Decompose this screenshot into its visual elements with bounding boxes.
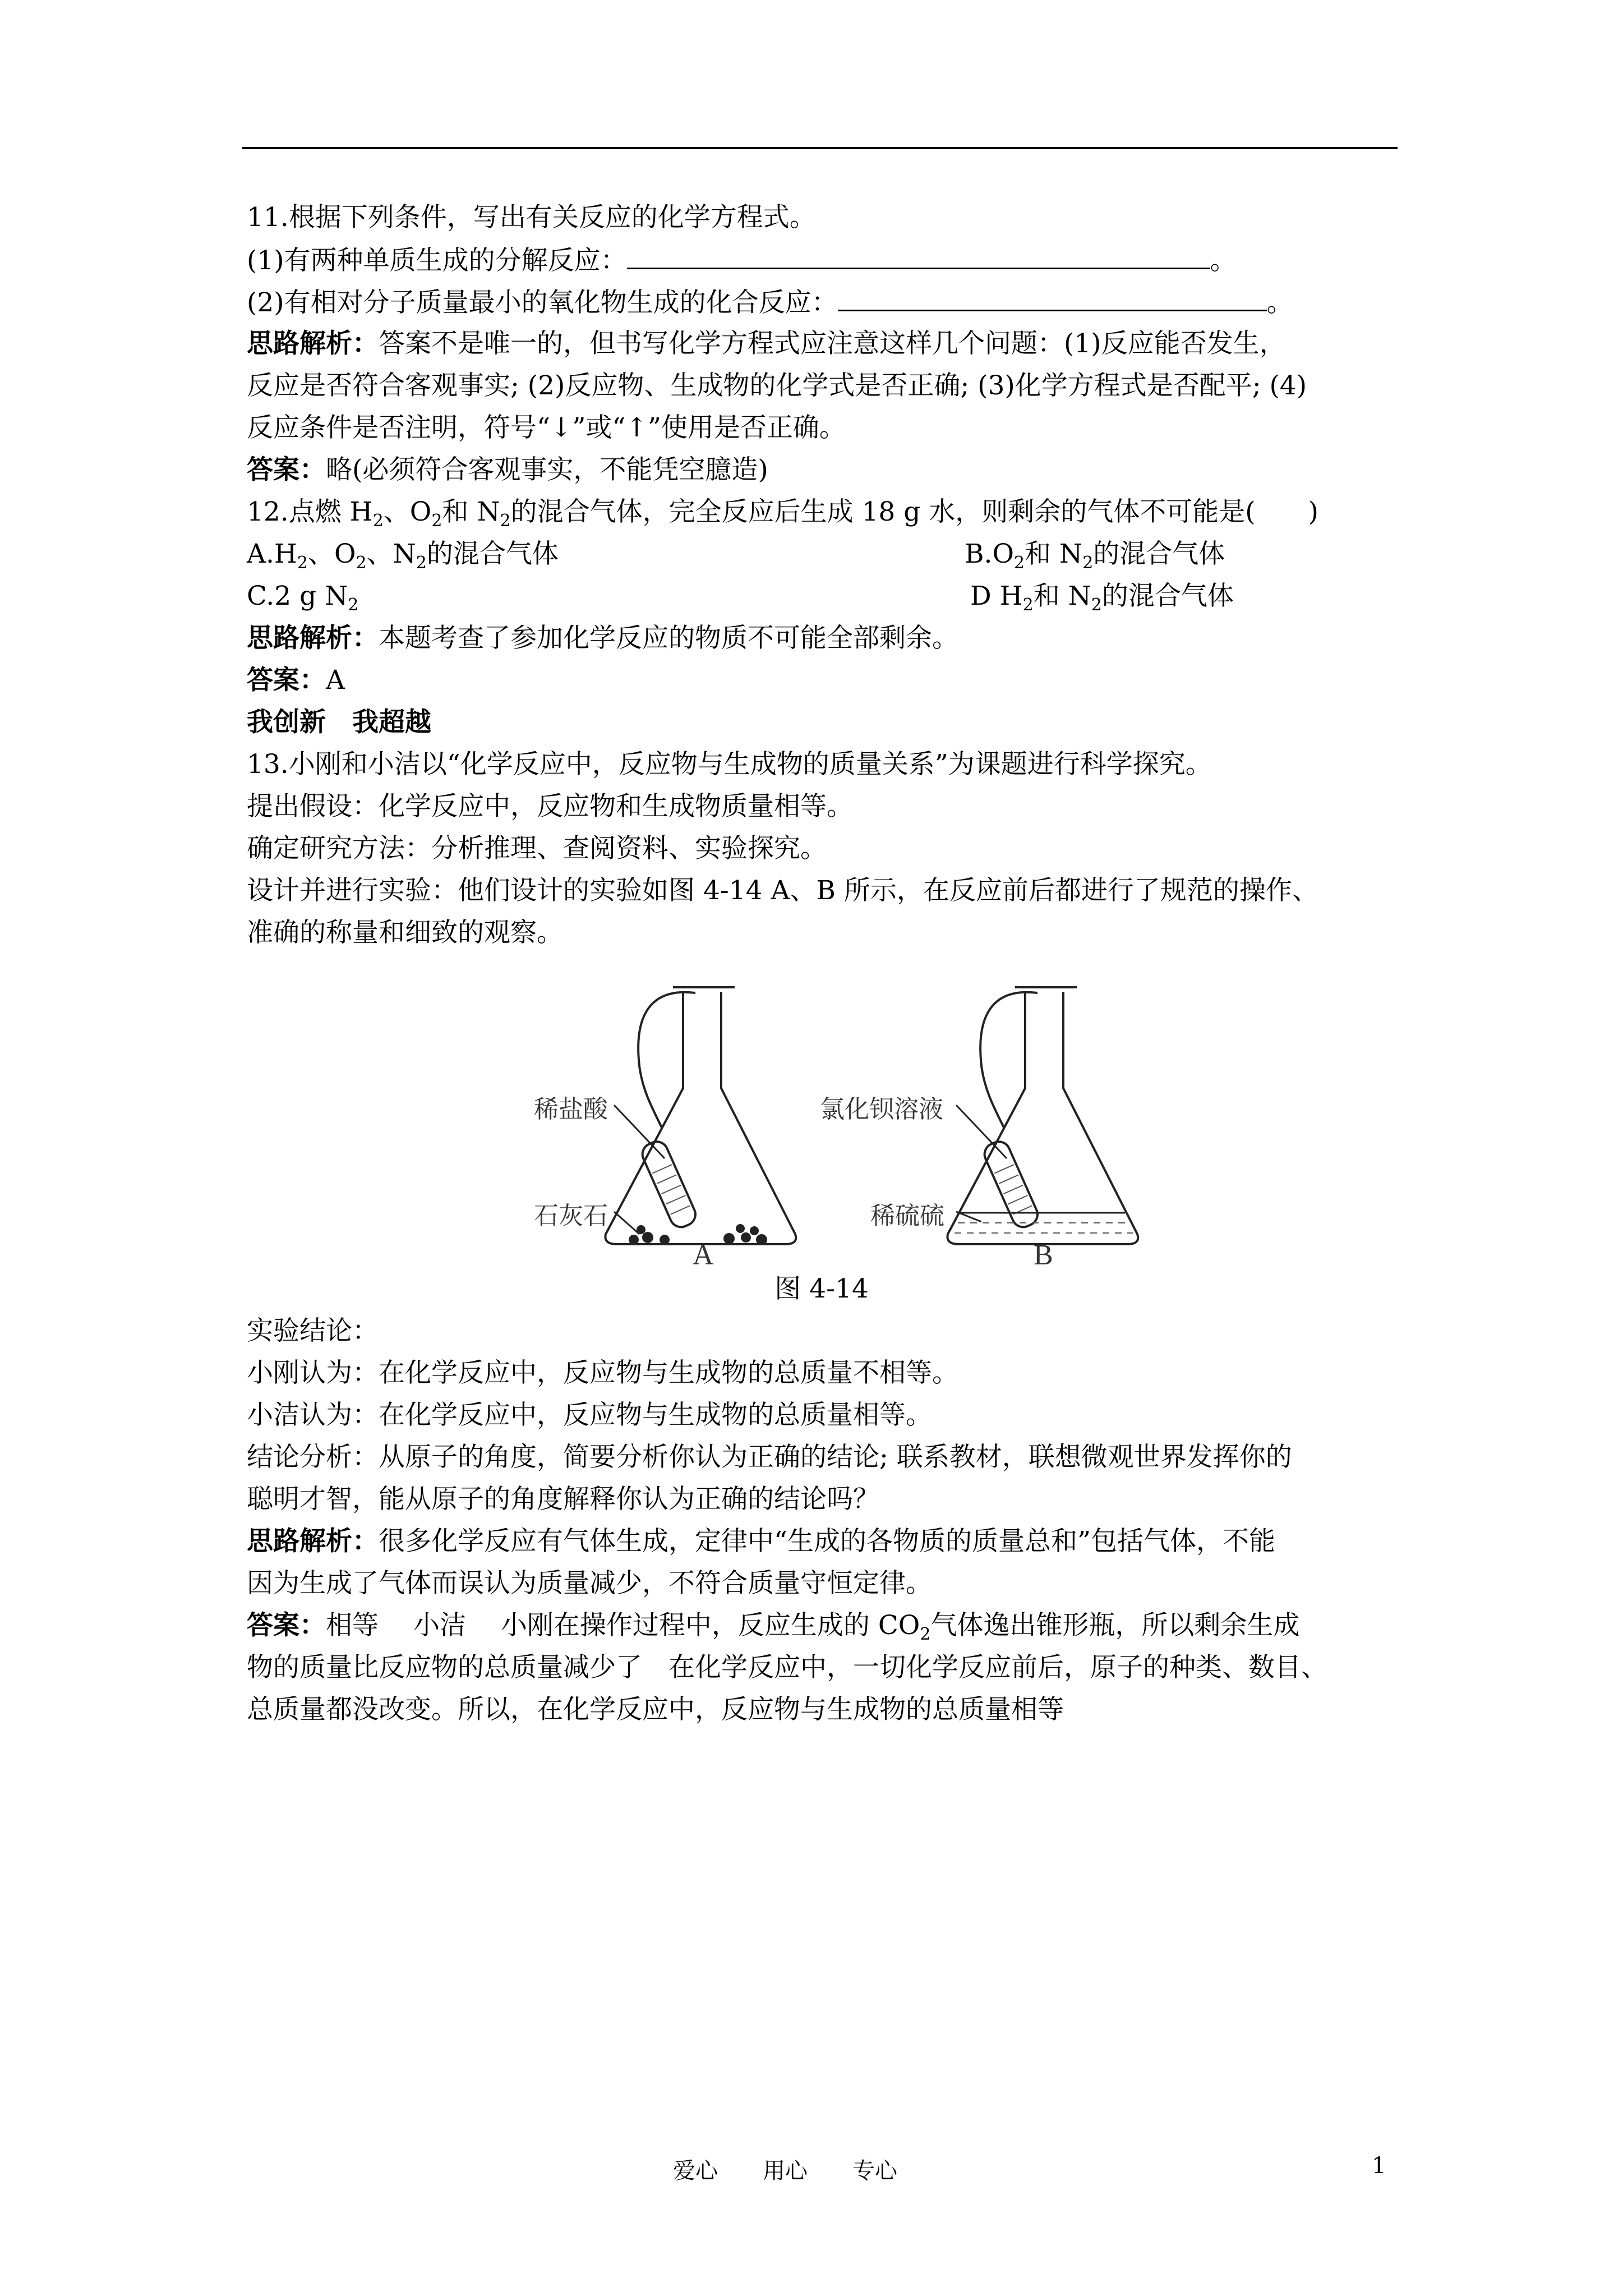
flask-b [947,987,1138,1244]
option-c[interactable]: C.2 g $N_2$ [247,581,359,615]
q13-conclusion-line: 结论分析：从原子的角度，简要分析你认为正确的结论; 联系教材，联想微观世界发挥你的 [247,1442,1292,1473]
page-number: 1 [1372,2153,1386,2179]
q13-line: 确定研究方法：分析推理、查阅资料、实验探究。 [247,833,827,864]
q11-part1: (1)有两种单质生成的分解反应： 。 [247,238,1396,280]
figure-4-14 [247,970,1396,1271]
q13-conclusion-line: 实验结论： [247,1315,379,1346]
header-rule [242,147,1398,149]
answer-blank[interactable] [838,280,1267,311]
q13-line: 13.小刚和小洁以“化学反应中，反应物与生成物的质量关系”为课题进行科学探究。 [247,749,1212,780]
flask-a [605,987,796,1245]
q11-analysis-line: 反应是否符合客观事实; (2)反应物、生成物的化学式是否正确; (3)化学方程式是否配平; (4) [247,370,1307,401]
label-bacl2-solution: 氯化钡溶液 [820,1095,943,1124]
q12-title: 12.点燃 $H_2$、$O_2$和 $N_2$的混合气体，完全反应后生成 18 g 水，则剩余的气体不可能是( ) [247,496,1318,531]
q13-line: 设计并进行实验：他们设计的实验如图 4-14 A、B 所示，在反应前后都进行了规范的操作、 [247,875,1318,906]
figure-caption: 图 4-14 [774,1273,869,1304]
q12-answer: 答案：A [247,665,345,696]
flask-b-letter: B [1034,1239,1053,1271]
flask-a-letter: A [693,1239,714,1271]
footer-motto: 爱心 用心 专心 [673,2158,897,2184]
q12-options-row [247,575,1396,617]
q13-line: 提出假设：化学反应中，反应物和生成物质量相等。 [247,791,853,822]
answer-blank[interactable] [627,238,1210,269]
option-d[interactable]: D $H_2$和 $N_2$的混合气体 [970,581,1234,615]
q13-answer-line: 答案：相等 小洁 小刚在操作过程中，反应生成的 $CO_2$气体逸出锥形瓶，所以剩余生成 [247,1610,1300,1644]
label-dilute-hcl: 稀盐酸 [534,1095,608,1124]
section-title: 我创新 我超越 [247,707,431,738]
option-a[interactable]: $A.H_2$、$O_2$、$N_2$的混合气体 [247,539,559,573]
q13-line: 准确的称量和细致的观察。 [247,917,563,948]
q12-options-row [247,533,1396,575]
q13-answer-line: 物的质量比反应物的总质量减少了 在化学反应中，一切化学反应前后，原子的种类、数目、 [247,1652,1327,1683]
option-b[interactable]: $B.O_2$和 $N_2$的混合气体 [965,539,1225,573]
q11-analysis-line: 反应条件是否注明，符号“↓”或“↑”使用是否正确。 [247,412,846,443]
q11-analysis-line: 思路解析：答案不是唯一的，但书写化学方程式应注意这样几个问题：(1)反应能否发生， [247,328,1286,359]
label-limestone: 石灰石 [534,1202,608,1230]
q13-answer-line: 总质量都没改变。所以，在化学反应中，反应物与生成物的总质量相等 [247,1694,1064,1725]
q11-part2: (2)有相对分子质量最小的氧化物生成的化合反应： 。 [247,280,1396,323]
q11-title: 11.根据下列条件，写出有关反应的化学方程式。 [247,202,816,233]
q11-answer: 答案：略(必须符合客观事实，不能凭空臆造) [247,454,768,485]
q13-conclusion-line: 小刚认为：在化学反应中，反应物与生成物的总质量不相等。 [247,1358,958,1388]
q12-analysis: 思路解析：本题考查了参加化学反应的物质不可能全部剩余。 [247,623,958,654]
label-dilute-acid: 稀硫硫 [870,1202,944,1230]
q13-conclusion-line: 聪明才智，能从原子的角度解释你认为正确的结论吗？ [247,1484,879,1515]
q13-conclusion-line: 小洁认为：在化学反应中，反应物与生成物的总质量相等。 [247,1400,932,1430]
q13-analysis-line: 思路解析：很多化学反应有气体生成，定律中“生成的各物质的质量总和”包括气体，不能 [247,1526,1276,1557]
page-content [247,196,1396,1731]
q13-analysis-line: 因为生成了气体而误认为质量减少，不符合质量守恒定律。 [247,1568,932,1599]
